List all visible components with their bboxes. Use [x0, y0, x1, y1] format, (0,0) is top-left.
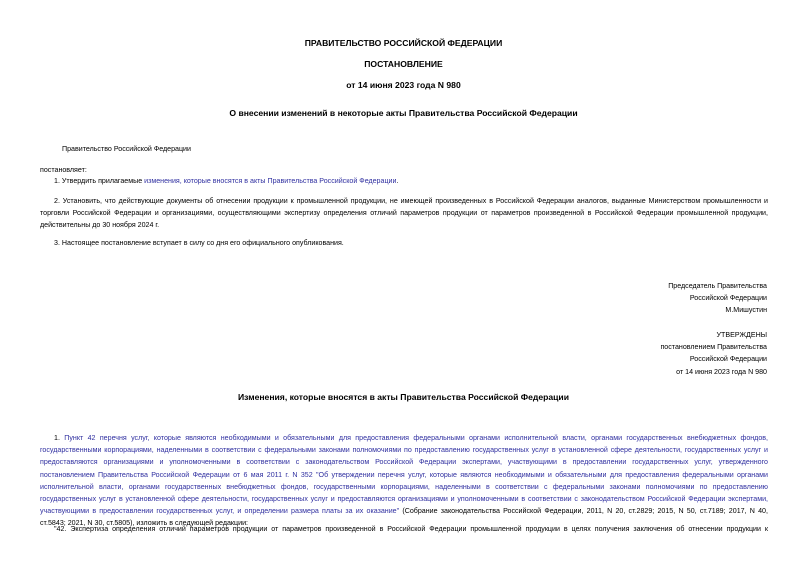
changes-item-1-line [40, 505, 768, 517]
approval-block [660, 329, 767, 378]
approval-act: постановлением Правительства [660, 343, 767, 352]
list-item-42-link[interactable]: государственных услуг в установленной сфере деятельности, государственных услуг и предоставляются организациями и уполномоченными в соответствии с законодательством Российской Федерации экспертами, [40, 494, 768, 503]
changes-item-42-text [40, 523, 768, 535]
signature-position: Председатель Правительства [668, 282, 767, 290]
changes-item-1-line: ст.5843; 2021, N 30, ст.5805), изложить в следующей редакции: [40, 519, 248, 528]
signature-org: Российской Федерации [689, 294, 767, 303]
changes-item-1 [40, 432, 768, 530]
item-1 [54, 178, 398, 185]
item-2-line: 2. Установить, что действующие документы об отнесении продукции к промышленной продукции, не имеющей произведенных в Российской Федерации аналогов, выданные Министерством промышленности и [54, 197, 768, 205]
approval-org: Российской Федерации [689, 355, 767, 364]
approval-date: от 14 июня 2023 года N 980 [676, 367, 767, 376]
list-item-42-link[interactable]: предоставляются организациями и уполномоченными в соответствии с законодательством Российской Федерации экспертами, участвующими в предоставлении государственных услуг, утвержденного [40, 458, 768, 467]
list-item-42-link[interactable]: участвующими в предоставлении государственных услуг, и определении размера платы за их оказание" [40, 507, 400, 516]
changes-item-1-number: 1. [54, 434, 65, 442]
item-2-line: действительны до 30 ноября 2024 г. [40, 221, 160, 230]
list-item-42-link[interactable]: Пункт 42 перечня услуг, которые являются необходимыми и обязательными для предоставления федеральными органами исполнительной власти, органами государственных внебюджетных фондов, [64, 434, 768, 442]
list-item-42-link[interactable]: постановлением Правительства Российской Федерации от 6 мая 2011 г. N 352 "Об утверждении перечня услуг, которые являются необходимыми и обязательными для предоставления федеральными органами [40, 470, 768, 479]
issuer-text: Правительство Российской Федерации [62, 145, 191, 153]
item-2 [40, 195, 768, 232]
government-heading: ПРАВИТЕЛЬСТВО РОССИЙСКОЙ ФЕДЕРАЦИИ [304, 38, 503, 48]
document-title: О внесении изменений в некоторые акты Правительства Российской Федерации [229, 108, 578, 118]
changes-title: Изменения, которые вносятся в акты Правительства Российской Федерации [237, 392, 569, 402]
decides-text: постановляет: [40, 166, 87, 174]
source-citation: (Собрание законодательства Российской Федерации, 2011, N 20, ст.2829; 2015, N 50, ст.7189; 2017, N 40, [399, 507, 768, 516]
list-item-42-link[interactable]: государственными корпорациями, наделенными в соответствии с федеральными законами полномочиями по предоставлению государственных услуг в установленной сфере деятельности, государственных услуг и [40, 446, 768, 455]
document-type-heading: ПОСТАНОВЛЕНИЕ [364, 59, 443, 69]
changes-link[interactable]: изменения, которые вносятся в акты Правительства Российской Федерации [144, 177, 397, 185]
list-item-42-link[interactable]: исполнительной власти, органами государственных внебюджетных фондов, государственными корпорациями, наделенными в соответствии с федеральными законами полномочиями по предоставлению [40, 482, 768, 491]
item-2-line: торговли Российской Федерации и организациями, осуществляющими экспертизу определения отличий параметров продукции от параметров произведенной в Российской Федерации промышленной продукции, [40, 209, 768, 218]
document-date-number: от 14 июня 2023 года N 980 [346, 80, 461, 90]
signature-block [668, 280, 767, 317]
changes-item-42-line: "42. Экспертиза определения отличий параметров продукции от параметров произведенной в Российской Федерации промышленной продукции в целях получения заключения об отнесении продукции к [54, 525, 768, 533]
item-3: 3. Настоящее постановление вступает в силу со дня его официального опубликования. [54, 239, 344, 247]
item-1-prefix: 1. Утвердить прилагаемые [54, 177, 145, 185]
approval-label: УТВЕРЖДЕНЫ [716, 331, 767, 339]
changes-item-1-line [40, 432, 768, 444]
signature-name: М.Мишустин [725, 306, 767, 315]
item-1-suffix: . [396, 177, 399, 185]
